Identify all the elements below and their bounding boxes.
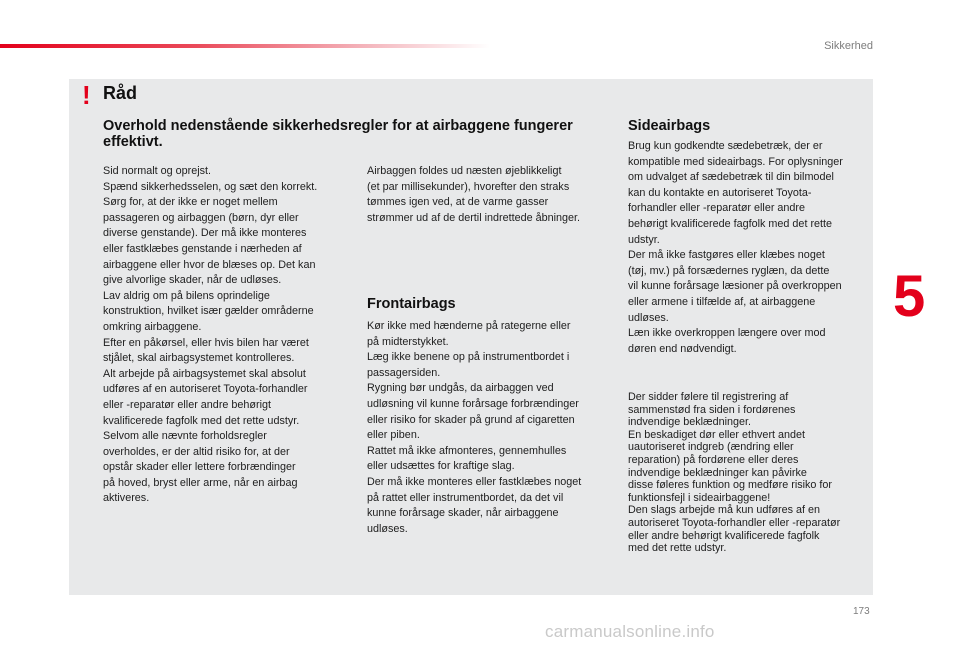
- main-heading: Overhold nedenstående sikkerhedsregler for at airbaggene fungerer effektivt.: [103, 118, 573, 150]
- panel-heading: Råd: [103, 83, 138, 103]
- watermark-logo: carmanualsonline.info: [545, 622, 715, 641]
- page-number: 173: [853, 606, 870, 617]
- door-sensors-text: Der sidder følere til registrering af sammenstød fra siden i fordørenes indvendige beklædninger. En beskadiget dør eller ethvert andet uautoriseret indgreb (ændring eller reparation) på fordørene eller deres indvendige beklædninger kan påvirke disse føleres funktion og medføre risiko for funktionsfejl i sideairbaggene! Den slags arbejde må kun udføres af en autoriseret Toyota-forhandler eller -reparatør eller andre behørigt kvalificerede fagfolk med det rette udstyr.: [628, 391, 841, 555]
- frontairbags-text: Kør ikke med hænderne på rategerne eller på midterstykket. Læg ikke benene op på instrumentbordet i passagersiden. Rygning bør undgås, da airbaggen ved udløsning vil kunne forårsage forbrændinger eller risiko for skader på grund af cigaretten eller piben. Rattet må ikke afmonteres, gennemhulles eller udsættes for kraftige slag. Der må ikke monteres eller fastklæbes noget på rattet eller instrumentbordet, da det vil kunne forårsage skader, når airbaggene udløses.: [367, 320, 582, 535]
- header-accent-bar: [0, 44, 490, 48]
- general-rules-text: Sid normalt og oprejst. Spænd sikkerhedsselen, og sæt den korrekt. Sørg for, at der ikke er noget mellem passageren og airbaggen (børn, dyr eller diverse genstande). Der må ikke monteres eller fastklæbes genstande i nærheden af airbaggene eller hvor de blæses op. Det kan give alvorlige skader, når de udløses. Lav aldrig om på bilens oprindelige konstruktion, hvilket især gælder områderne omkring airbaggene. Efter en påkørsel, eller hvis bilen har været stjålet, skal airbagsystemet kontrolleres. Alt arbejde på airbagsystemet skal absolut udføres af en autoriseret Toyota-forhandler eller -reparatør eller andre behørigt kvalificerede fagfolk med det rette udstyr. Selvom alle nævnte forholdsregler overholdes, er der altid risiko for, at der opstår skader eller lettere forbrændinger på hoved, bryst eller arme, når en airbag aktiveres.: [103, 165, 318, 505]
- chapter-number: 5: [893, 264, 926, 329]
- warning-icon: !: [82, 80, 91, 110]
- sideairbags-heading: Sideairbags: [628, 118, 711, 134]
- deployment-text: Airbaggen foldes ud næsten øjeblikkeligt (et par millisekunder), hvorefter den straks tømmes igen ved, at de varme gasser strømmer ud af de dertil indrettede åbninger.: [367, 165, 581, 224]
- frontairbags-heading: Frontairbags: [367, 296, 456, 312]
- section-title: Sikkerhed: [824, 40, 873, 52]
- sideairbags-text: Brug kun godkendte sædebetræk, der er kompatible med sideairbags. For oplysninger om udvalget af sædebetræk til din bilmodel kan du kontakte en autoriseret Toyota- forhandler eller -reparatør eller andre behørigt kvalificerede fagfolk med det rette udstyr. Der må ikke fastgøres eller klæbes noget (tøj, mv.) på forsædernes ryglæn, da dette vil kunne forårsage læsioner på overkroppen eller armene i tilfælde af, at airbaggene udløses. Læn ikke overkroppen længere over mod døren end nødvendigt.: [628, 140, 843, 355]
